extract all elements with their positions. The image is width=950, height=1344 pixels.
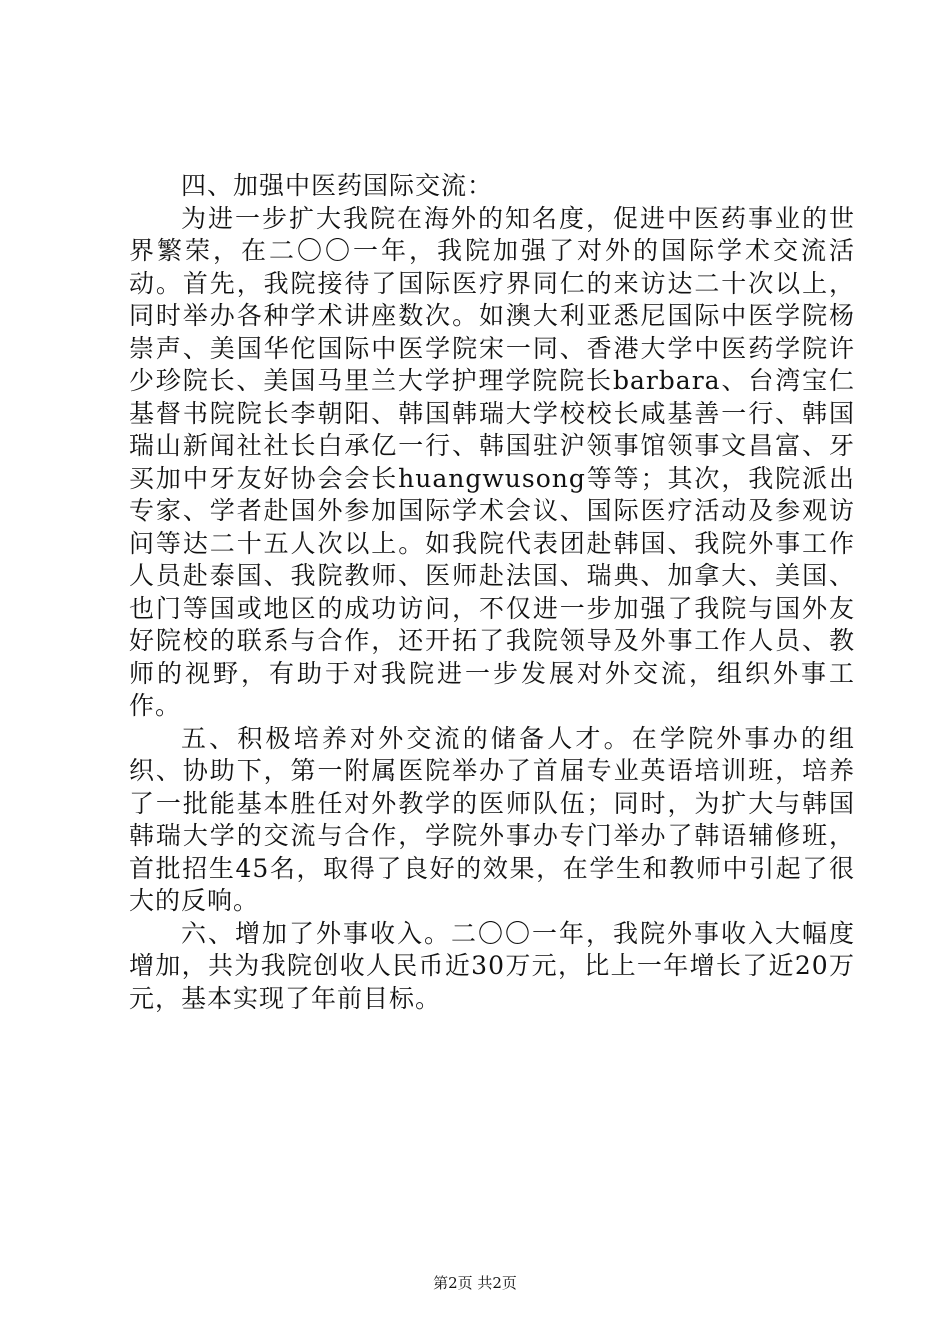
page-number-label: 第2页 共2页 bbox=[433, 1274, 517, 1292]
section-heading-international-exchange: 四、加强中医药国际交流： bbox=[181, 171, 494, 200]
paragraph-international-exchange: 为进一步扩大我院在海外的知名度，促进中医药事业的世界繁荣，在二〇〇一年，我院加强了对外的国际学术交流活动。首先，我院接待了国际医疗界同仁的来访达二十次以上，同时举办各种学术讲座数次。如澳大利亚悉尼国际中医学院杨崇声、美国华佗国际中医学院宋一同、香港大学中医药学院许少珍院长、美国马里兰大学护理学院院长barbara、台湾宝仁基督书院院长李朝阳、韩国韩瑞大学校校长咸基善一行、韩国瑞山新闻社社长白承亿一行、韩国驻沪领事馆领事文昌富、牙买加中牙友好协会会长huangwusong等等；其次，我院派出专家、学者赴国外参加国际学术会议、国际医疗活动及参观访问等达二十五人次以上。如我院代表团赴韩国、我院外事工作人员赴泰国、我院教师、医师赴法国、瑞典、加拿大、美国、也门等国或地区的成功访问，不仅进一步加强了我院与国外友好院校的联系与合作，还开拓了我院领导及外事工作人员、教师的视野，有助于对我院进一步发展对外交流，组织外事工作。 bbox=[129, 203, 855, 720]
page-footer bbox=[0, 1273, 950, 1293]
document-body bbox=[129, 170, 855, 1015]
paragraph-talent-training: 五、积极培养对外交流的储备人才。在学院外事办的组织、协助下，第一附属医院举办了首届专业英语培训班，培养了一批能基本胜任对外教学的医师队伍；同时，为扩大与韩国韩瑞大学的交流与合作，学院外事办专门举办了韩语辅修班，首批招生45名，取得了良好的效果，在学生和教师中引起了很大的反响。 bbox=[129, 723, 855, 915]
paragraph-foreign-affairs-income: 六、增加了外事收入。二〇〇一年，我院外事收入大幅度增加，共为我院创收人民币近30万元，比上一年增长了近20万元，基本实现了年前目标。 bbox=[129, 918, 855, 1013]
